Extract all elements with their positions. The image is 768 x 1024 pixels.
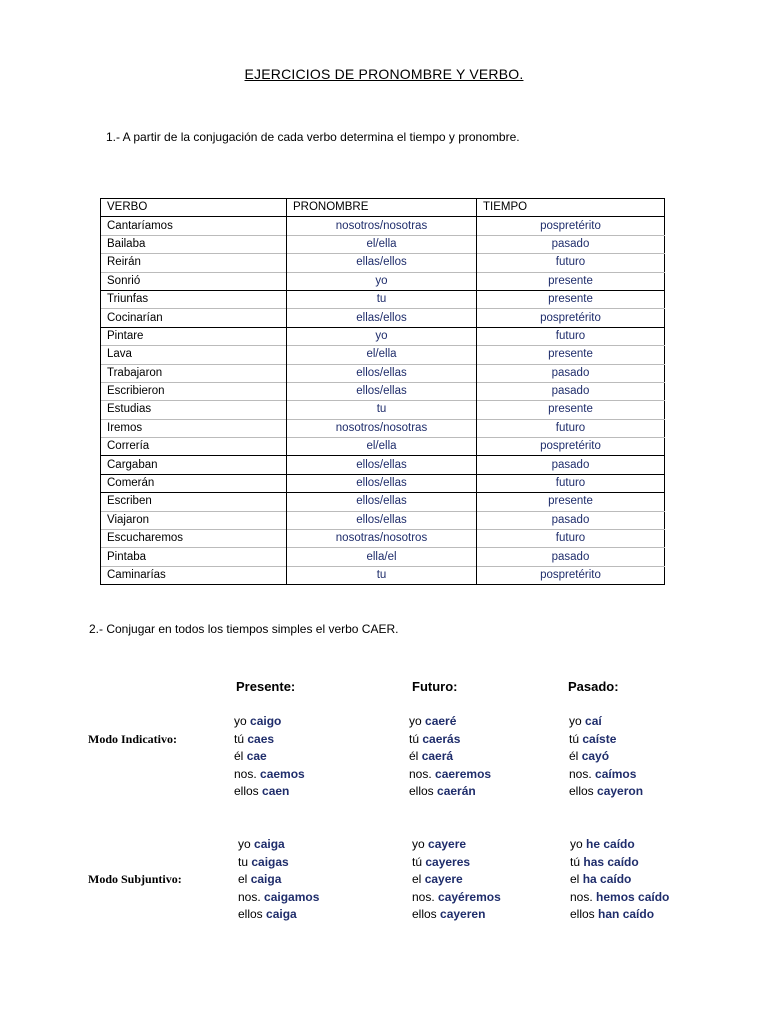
subjuntivo-futuro bbox=[412, 836, 501, 924]
conjugation-line bbox=[234, 766, 305, 784]
verb-form: cayeron bbox=[597, 784, 644, 798]
cell-verbo: Escriben bbox=[101, 493, 287, 511]
verb-form: caiga bbox=[250, 872, 282, 886]
cell-verbo: Iremos bbox=[101, 419, 287, 437]
verb-form: caíste bbox=[582, 731, 617, 746]
table-row bbox=[101, 493, 665, 511]
cell-tiempo: presente bbox=[477, 272, 665, 290]
cell-tiempo: presente bbox=[477, 290, 665, 308]
cell-verbo: Sonrió bbox=[101, 272, 287, 290]
cell-pronombre: ellas/ellos bbox=[287, 254, 477, 272]
verb-form: caigas bbox=[251, 854, 289, 869]
header-verbo: VERBO bbox=[101, 199, 287, 217]
conjugation-line bbox=[412, 871, 501, 889]
cell-tiempo: futuro bbox=[477, 254, 665, 272]
cell-pronombre: el/ella bbox=[287, 235, 477, 253]
conjugation-line bbox=[569, 748, 643, 766]
verb-form: cayeren bbox=[440, 907, 486, 921]
cell-pronombre: ellos/ellas bbox=[287, 511, 477, 529]
cell-verbo: Bailaba bbox=[101, 235, 287, 253]
cell-tiempo: futuro bbox=[477, 530, 665, 548]
indicativo-presente bbox=[234, 713, 305, 801]
cell-tiempo: presente bbox=[477, 493, 665, 511]
pronoun: tú bbox=[570, 854, 581, 869]
cell-verbo: Pintaba bbox=[101, 548, 287, 566]
conjugation-line bbox=[569, 731, 643, 749]
table-row bbox=[101, 346, 665, 364]
cell-tiempo: presente bbox=[477, 401, 665, 419]
table-row bbox=[101, 327, 665, 345]
pronoun: él bbox=[409, 749, 419, 763]
cell-tiempo: pospretérito bbox=[477, 438, 665, 456]
cell-tiempo: pasado bbox=[477, 456, 665, 474]
pronoun: tú bbox=[409, 731, 420, 746]
cell-verbo: Reirán bbox=[101, 254, 287, 272]
table-row bbox=[101, 419, 665, 437]
cell-tiempo: pasado bbox=[477, 382, 665, 400]
conjugation-line bbox=[569, 783, 643, 801]
verb-form: cayeres bbox=[425, 854, 471, 869]
conjugation-line bbox=[409, 766, 491, 784]
verb-form: han caído bbox=[598, 907, 655, 921]
verb-form: caes bbox=[247, 731, 275, 746]
table-row bbox=[101, 438, 665, 456]
cell-pronombre: el/ella bbox=[287, 438, 477, 456]
table-row bbox=[101, 290, 665, 308]
pronoun: yo bbox=[569, 714, 582, 728]
cell-verbo: Viajaron bbox=[101, 511, 287, 529]
table-row bbox=[101, 254, 665, 272]
verb-form: caerás bbox=[422, 731, 461, 746]
cell-pronombre: tu bbox=[287, 290, 477, 308]
conjugation-line bbox=[234, 783, 305, 801]
cell-verbo: Escribieron bbox=[101, 382, 287, 400]
verb-table bbox=[100, 198, 665, 585]
table-row bbox=[101, 217, 665, 235]
conjugation-line bbox=[409, 748, 491, 766]
header-tiempo: TIEMPO bbox=[477, 199, 665, 217]
cell-pronombre: ella/el bbox=[287, 548, 477, 566]
pronoun: tú bbox=[412, 854, 423, 869]
cell-tiempo: futuro bbox=[477, 474, 665, 492]
cell-pronombre: el/ella bbox=[287, 346, 477, 364]
table-row bbox=[101, 309, 665, 327]
cell-tiempo: futuro bbox=[477, 327, 665, 345]
pronoun: ellos bbox=[234, 784, 259, 798]
pronoun: el bbox=[238, 872, 248, 886]
table-row bbox=[101, 511, 665, 529]
conjugation-line bbox=[238, 889, 319, 907]
cell-tiempo: pasado bbox=[477, 511, 665, 529]
cell-verbo: Triunfas bbox=[101, 290, 287, 308]
cell-pronombre: nosotras/nosotros bbox=[287, 530, 477, 548]
subjuntivo-pasado bbox=[570, 836, 669, 924]
pronoun: ellos bbox=[570, 907, 595, 921]
cell-verbo: Cocinarían bbox=[101, 309, 287, 327]
pronoun: nos. bbox=[409, 766, 432, 781]
pronoun: yo bbox=[570, 837, 583, 851]
cell-pronombre: tu bbox=[287, 566, 477, 584]
cell-verbo: Caminarías bbox=[101, 566, 287, 584]
conjugation-line bbox=[412, 836, 501, 854]
pronoun: ellos bbox=[569, 784, 594, 798]
conjugation-line bbox=[238, 836, 319, 854]
pronoun: nos. bbox=[234, 766, 257, 781]
pronoun: yo bbox=[409, 714, 422, 728]
table-row bbox=[101, 456, 665, 474]
cell-verbo: Estudias bbox=[101, 401, 287, 419]
table-row bbox=[101, 401, 665, 419]
cell-verbo: Trabajaron bbox=[101, 364, 287, 382]
pronoun: él bbox=[569, 749, 579, 763]
pronoun: tú bbox=[569, 731, 580, 746]
verb-form: caí bbox=[585, 714, 602, 728]
cell-pronombre: nosotros/nosotras bbox=[287, 217, 477, 235]
table-header-row bbox=[101, 199, 665, 217]
cell-verbo: Cantaríamos bbox=[101, 217, 287, 235]
conjugation-line bbox=[570, 871, 669, 889]
header-futuro: Futuro: bbox=[412, 679, 458, 694]
cell-tiempo: pasado bbox=[477, 235, 665, 253]
conjugation-line bbox=[570, 906, 669, 924]
pronoun: el bbox=[570, 872, 580, 886]
verb-form: caigamos bbox=[264, 889, 320, 904]
cell-tiempo: futuro bbox=[477, 419, 665, 437]
cell-pronombre: yo bbox=[287, 272, 477, 290]
conjugation-line bbox=[234, 748, 305, 766]
page-title: EJERCICIOS DE PRONOMBRE Y VERBO. bbox=[244, 66, 524, 82]
pronoun: ellos bbox=[238, 907, 263, 921]
conjugation-line bbox=[409, 731, 491, 749]
conjugation-line bbox=[409, 783, 491, 801]
verb-form: hemos caído bbox=[596, 889, 670, 904]
pronoun: ellos bbox=[412, 907, 437, 921]
cell-tiempo: pospretérito bbox=[477, 309, 665, 327]
cell-pronombre: ellos/ellas bbox=[287, 382, 477, 400]
cell-pronombre: nosotros/nosotras bbox=[287, 419, 477, 437]
pronoun: él bbox=[234, 749, 244, 763]
verb-form: cayéremos bbox=[438, 889, 501, 904]
header-presente: Presente: bbox=[236, 679, 296, 694]
verb-form: caiga bbox=[266, 907, 297, 921]
conjugation-line bbox=[570, 889, 669, 907]
conjugation-line bbox=[412, 854, 501, 872]
conjugation-line bbox=[570, 836, 669, 854]
verb-form: caerán bbox=[437, 784, 476, 798]
pronoun: yo bbox=[238, 837, 251, 851]
question-2: 2.- Conjugar en todos los tiempos simples el verbo CAER. bbox=[89, 622, 399, 636]
header-pasado: Pasado: bbox=[568, 679, 619, 694]
pronoun: yo bbox=[234, 714, 247, 728]
verb-form: caímos bbox=[595, 766, 637, 781]
verb-form: caigo bbox=[250, 714, 282, 728]
question-1: 1.- A partir de la conjugación de cada verbo determina el tiempo y pronombre. bbox=[106, 130, 520, 144]
verb-table-body bbox=[101, 217, 665, 585]
mode-indicativo-label: Modo Indicativo: bbox=[88, 732, 178, 746]
table-row bbox=[101, 364, 665, 382]
cell-tiempo: pospretérito bbox=[477, 566, 665, 584]
verb-form: cayere bbox=[428, 837, 467, 851]
cell-pronombre: ellos/ellas bbox=[287, 456, 477, 474]
cell-verbo: Cargaban bbox=[101, 456, 287, 474]
conjugation-line bbox=[234, 731, 305, 749]
conjugation-line bbox=[238, 854, 319, 872]
cell-pronombre: ellos/ellas bbox=[287, 493, 477, 511]
table-row bbox=[101, 382, 665, 400]
conjugation-line bbox=[569, 713, 643, 731]
table-row bbox=[101, 530, 665, 548]
cell-pronombre: ellas/ellos bbox=[287, 309, 477, 327]
header-pronombre: PRONOMBRE bbox=[287, 199, 477, 217]
indicativo-pasado bbox=[569, 713, 643, 801]
verb-form: cayere bbox=[424, 872, 463, 886]
pronoun: nos. bbox=[238, 889, 261, 904]
verb-form: caeremos bbox=[435, 766, 492, 781]
table-row bbox=[101, 235, 665, 253]
cell-tiempo: pasado bbox=[477, 548, 665, 566]
verb-form: ha caído bbox=[582, 872, 632, 886]
conjugation-line bbox=[234, 713, 305, 731]
cell-tiempo: pasado bbox=[477, 364, 665, 382]
verb-form: has caído bbox=[583, 854, 639, 869]
cell-tiempo: pospretérito bbox=[477, 217, 665, 235]
subjuntivo-presente bbox=[238, 836, 319, 924]
mode-subjuntivo-label: Modo Subjuntivo: bbox=[88, 872, 182, 886]
conjugation-line bbox=[412, 906, 501, 924]
pronoun: el bbox=[412, 872, 422, 886]
table-row bbox=[101, 566, 665, 584]
conjugation-line bbox=[238, 871, 319, 889]
pronoun: nos. bbox=[412, 889, 435, 904]
pronoun: yo bbox=[412, 837, 425, 851]
pronoun: nos. bbox=[569, 766, 592, 781]
cell-verbo: Comerán bbox=[101, 474, 287, 492]
cell-verbo: Pintare bbox=[101, 327, 287, 345]
conjugation-line bbox=[570, 854, 669, 872]
verb-form: cae bbox=[246, 749, 267, 763]
cell-tiempo: presente bbox=[477, 346, 665, 364]
conjugation-line bbox=[569, 766, 643, 784]
pronoun: ellos bbox=[409, 784, 434, 798]
cell-pronombre: ellos/ellas bbox=[287, 474, 477, 492]
cell-pronombre: ellos/ellas bbox=[287, 364, 477, 382]
verb-form: caen bbox=[262, 784, 290, 798]
verb-form: caeré bbox=[425, 714, 457, 728]
pronoun: tu bbox=[238, 854, 249, 869]
table-row bbox=[101, 548, 665, 566]
verb-form: caiga bbox=[254, 837, 285, 851]
cell-verbo: Lava bbox=[101, 346, 287, 364]
pronoun: tú bbox=[234, 731, 245, 746]
conjugation-line bbox=[238, 906, 319, 924]
verb-form: cayó bbox=[581, 749, 610, 763]
conjugation-line bbox=[412, 889, 501, 907]
verb-form: caemos bbox=[260, 766, 305, 781]
cell-pronombre: tu bbox=[287, 401, 477, 419]
table-row bbox=[101, 272, 665, 290]
verb-form: caerá bbox=[421, 749, 454, 763]
table-row bbox=[101, 474, 665, 492]
verb-form: he caído bbox=[586, 837, 635, 851]
pronoun: nos. bbox=[570, 889, 593, 904]
indicativo-futuro bbox=[409, 713, 491, 801]
conjugation-line bbox=[409, 713, 491, 731]
cell-verbo: Correría bbox=[101, 438, 287, 456]
cell-verbo: Escucharemos bbox=[101, 530, 287, 548]
cell-pronombre: yo bbox=[287, 327, 477, 345]
